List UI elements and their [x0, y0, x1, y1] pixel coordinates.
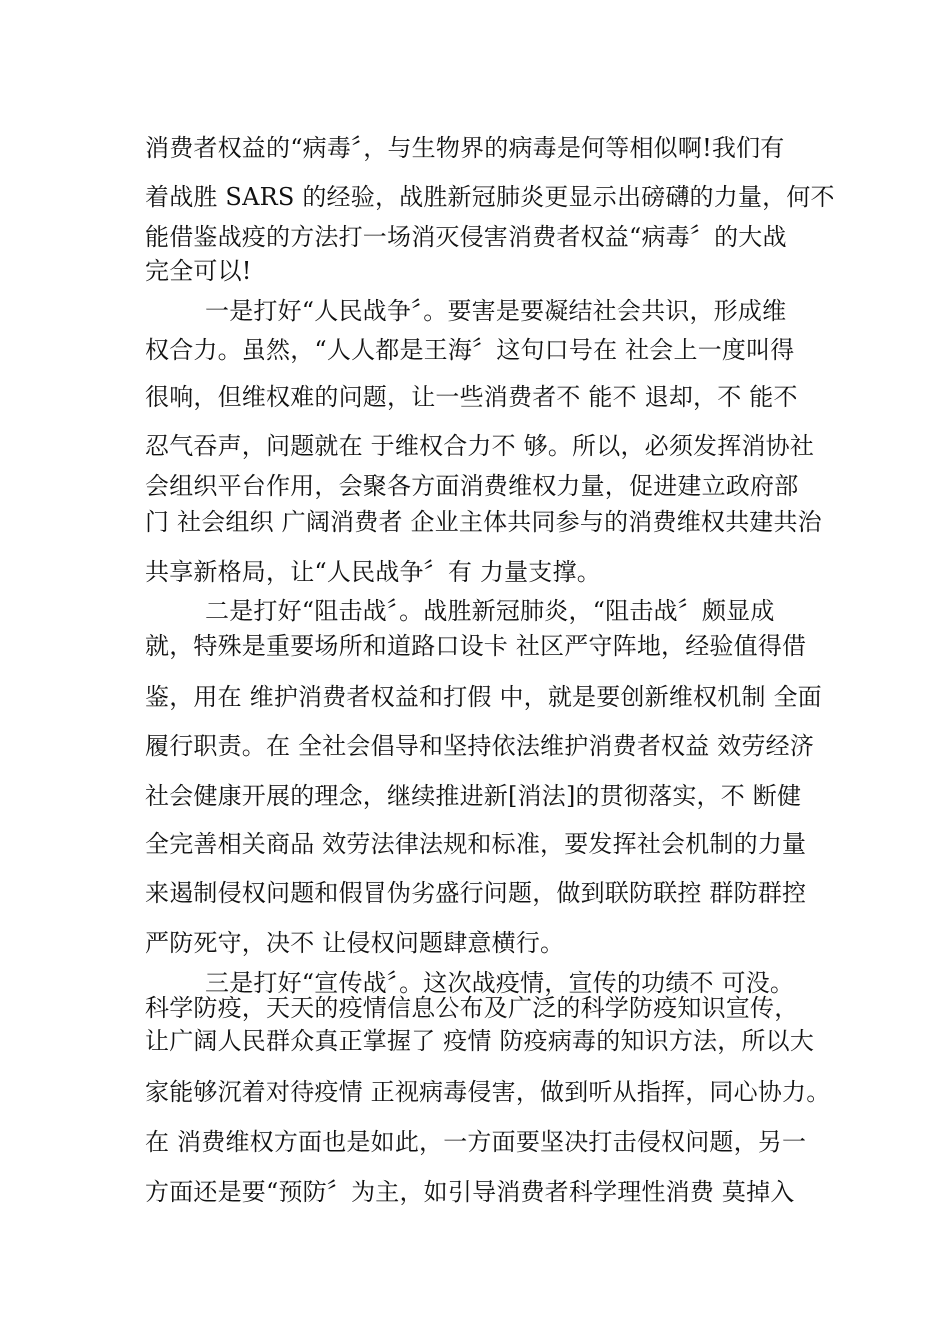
text-line: 就，特殊是重要场所和道路口设卡 社区严守阵地，经验值得借: [145, 632, 807, 660]
text-line: 完全可以!: [145, 257, 252, 285]
text-line: 权合力。虽然，“人人都是王海〞这句口号在 社会上一度叫得: [145, 336, 795, 364]
text-line: 在 消费维权方面也是如此，一方面要坚决打击侵权问题，另一: [145, 1128, 807, 1156]
text-line: 忍气吞声，问题就在 于维权合力不 够。所以，必须发挥消协社: [145, 432, 815, 460]
paragraph-2-start: 二是打好“阻击战〞。战胜新冠肺炎，“阻击战〞颇显成: [205, 597, 775, 625]
text-line: 门 社会组织 广阔消费者 企业主体共同参与的消费维权共建共治: [145, 508, 822, 536]
text-line: 鉴，用在 维护消费者权益和打假 中，就是要创新维权机制 全面: [145, 683, 822, 711]
paragraph-3-start: 三是打好“宣传战〞。这次战疫情，宣传的功绩不 可没。: [205, 969, 795, 997]
text-line: 方面还是要“预防〞为主，如引导消费者科学理性消费 莫掉入: [145, 1178, 795, 1206]
text-line: 家能够沉着对待疫情 正视病毒侵害，做到听从指挥，同心协力。: [145, 1078, 831, 1106]
text-line: 全完善相关商品 效劳法律法规和标准，要发挥社会机制的力量: [145, 830, 807, 858]
text-line: 科学防疫，天天的疫情信息公布及广泛的科学防疫知识宣传，: [145, 994, 799, 1022]
text-line: 让广阔人民群众真正掌握了 疫情 防疫病毒的知识方法，所以大: [145, 1027, 815, 1055]
text-line: 履行职责。在 全社会倡导和坚持依法维护消费者权益 效劳经济: [145, 732, 815, 760]
text-line: 社会健康开展的理念，继续推进新[消法]的贯彻落实，不 断健: [145, 782, 802, 810]
text-line: 严防死守，决不 让侵权问题肆意横行。: [145, 929, 565, 957]
text-line: 共享新格局，让“人民战争〞有 力量支撑。: [145, 558, 601, 586]
text-line: 消费者权益的“病毒〞，与生物界的病毒是何等相似啊!我们有: [145, 134, 785, 162]
text-line: 会组织平台作用，会聚各方面消费维权力量，促进建立政府部: [145, 472, 799, 500]
text-line: 能借鉴战疫的方法打一场消灭侵害消费者权益“病毒〞的大战: [145, 223, 787, 251]
paragraph-1-start: 一是打好“人民战争〞。要害是要凝结社会共识，形成维: [205, 297, 787, 325]
text-line: 来遏制侵权问题和假冒伪劣盛行问题，做到联防联控 群防群控: [145, 879, 807, 907]
text-line: 很响，但维权难的问题，让一些消费者不 能不 退却，不 能不: [145, 383, 798, 411]
text-line: 着战胜 SARS 的经验，战胜新冠肺炎更显示出磅礴的力量，何不: [145, 183, 835, 211]
